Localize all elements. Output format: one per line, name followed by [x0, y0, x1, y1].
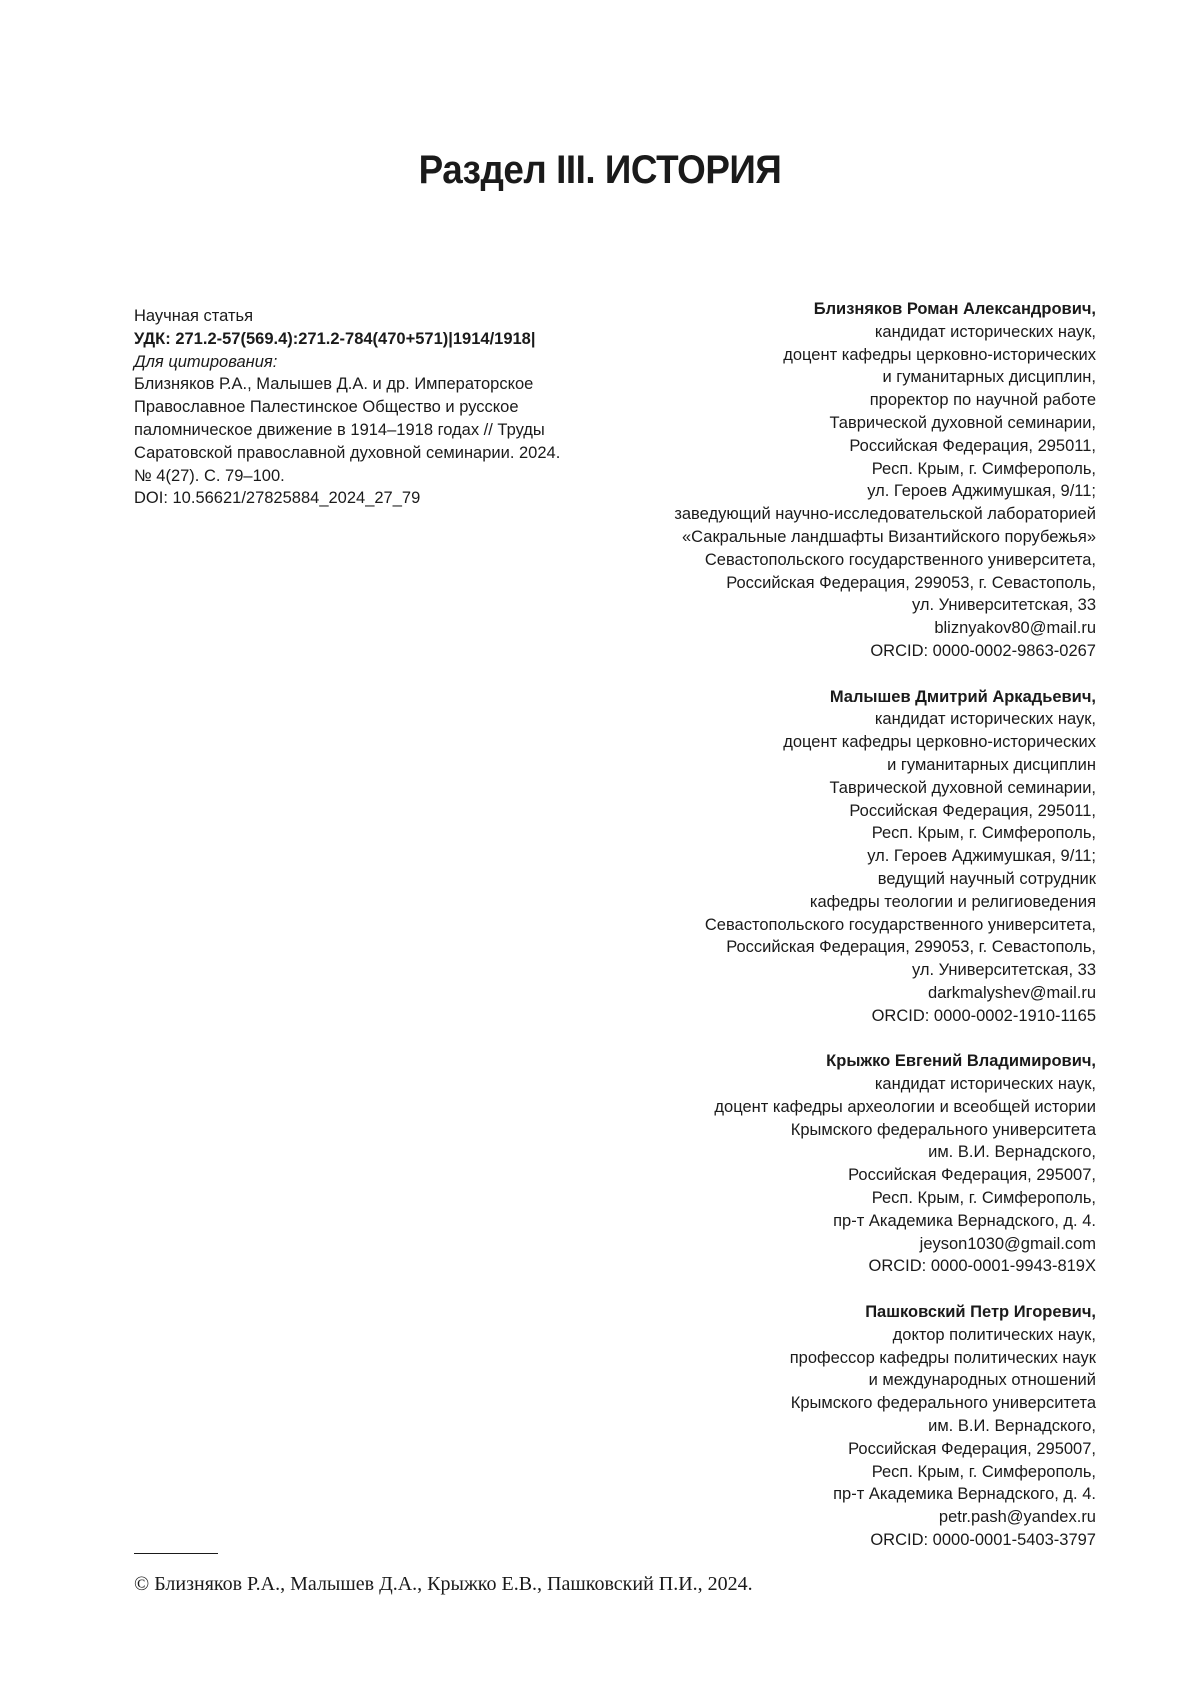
author-affiliation-line: доктор политических наук,	[892, 1325, 1096, 1344]
author-affiliation-line: Таврической духовной семинарии,	[829, 413, 1096, 432]
author-block	[536, 298, 1096, 663]
author-affiliation-line: проректор по научной работе	[869, 391, 1096, 410]
author-affiliation-line: ул. Университетская, 33	[912, 596, 1096, 615]
author-affiliation-line: Севастопольского государственного университета,	[704, 550, 1096, 569]
author-orcid[interactable]: ORCID: 0000-0001-5403-3797	[870, 1531, 1096, 1550]
author-affiliation-line: Крымского федерального университета	[790, 1120, 1096, 1139]
author-affiliation-line: Респ. Крым, г. Симферополь,	[871, 824, 1096, 843]
author-affiliation-line: кандидат исторических наук,	[874, 1075, 1096, 1094]
author-email[interactable]: darkmalyshev@mail.ru	[927, 983, 1096, 1002]
footnote-divider	[134, 1553, 218, 1554]
author-block	[536, 1050, 1096, 1278]
author-affiliation-line: кандидат исторических наук,	[874, 322, 1096, 341]
author-affiliation-line: ул. Университетская, 33	[912, 961, 1096, 980]
author-affiliation-line: Таврической духовной семинарии,	[829, 778, 1096, 797]
section-title: Раздел III. ИСТОРИЯ	[418, 148, 782, 192]
author-affiliation-line: Российская Федерация, 295007,	[848, 1166, 1096, 1185]
author-affiliation-line: им. В.И. Вернадского,	[928, 1417, 1096, 1436]
author-affiliation-line: доцент кафедры археологии и всеобщей истории	[714, 1097, 1096, 1116]
author-affiliation-line: кандидат исторических наук,	[874, 710, 1096, 729]
author-affiliation-line: им. В.И. Вернадского,	[928, 1143, 1096, 1162]
udk-code: УДК: 271.2-57(569.4):271.2-784(470+571)|1914/1918|	[134, 329, 536, 348]
author-email[interactable]: jeyson1030@gmail.com	[919, 1234, 1096, 1253]
author-affiliation-line: Российская Федерация, 299053, г. Севастополь,	[726, 938, 1096, 957]
author-affiliation-line: и гуманитарных дисциплин,	[882, 368, 1096, 387]
author-orcid[interactable]: ORCID: 0000-0002-9863-0267	[870, 641, 1096, 660]
author-orcid[interactable]: ORCID: 0000-0001-9943-819X	[868, 1257, 1096, 1276]
author-affiliation-line: пр-т Академика Вернадского, д. 4.	[833, 1485, 1096, 1504]
author-affiliation-line: доцент кафедры церковно-исторических	[783, 345, 1096, 364]
author-name: Близняков Роман Александрович,	[813, 300, 1096, 318]
copyright-notice: © Близняков Р.А., Малышев Д.А., Крыжко Е.В., Пашковский П.И., 2024.	[134, 1573, 753, 1595]
article-info	[134, 305, 604, 510]
author-affiliation-line: Респ. Крым, г. Симферополь,	[871, 459, 1096, 478]
author-affiliation-line: Респ. Крым, г. Симферополь,	[871, 1189, 1096, 1208]
author-affiliation-line: Российская Федерация, 295007,	[848, 1439, 1096, 1458]
author-affiliation-line: ул. Героев Аджимушкая, 9/11;	[867, 847, 1096, 866]
author-affiliation-line: и гуманитарных дисциплин	[887, 755, 1096, 774]
citation-line: паломническое движение в 1914–1918 годах // Труды	[134, 420, 545, 439]
article-type: Научная статья	[134, 307, 254, 325]
citation-label: Для цитирования:	[134, 352, 278, 371]
citation-line: Саратовской православной духовной семинарии. 2024.	[134, 443, 561, 462]
author-block	[536, 686, 1096, 1028]
author-affiliation-line: Российская Федерация, 299053, г. Севастополь,	[726, 573, 1096, 592]
author-affiliation-line: Респ. Крым, г. Симферополь,	[871, 1462, 1096, 1481]
author-affiliation-line: Севастопольского государственного университета,	[704, 915, 1096, 934]
author-affiliation-line: профессор кафедры политических наук	[789, 1348, 1096, 1367]
author-affiliation-line: заведующий научно-исследовательской лабораторией	[674, 505, 1096, 524]
author-affiliation-line: «Сакральные ландшафты Византийского порубежья»	[681, 527, 1096, 546]
author-name: Пашковский Петр Игоревич,	[865, 1303, 1096, 1322]
author-name: Крыжко Евгений Владимирович,	[826, 1052, 1096, 1071]
citation-line: № 4(27). С. 79–100.	[134, 466, 285, 485]
author-block	[536, 1301, 1096, 1552]
author-affiliation-line: доцент кафедры церковно-исторических	[783, 733, 1096, 752]
author-affiliation-line: Российская Федерация, 295011,	[849, 801, 1096, 820]
author-affiliation-line: Российская Федерация, 295011,	[849, 436, 1096, 455]
author-affiliation-line: ведущий научный сотрудник	[877, 869, 1096, 888]
doi-line[interactable]: DOI: 10.56621/27825884_2024_27_79	[134, 489, 421, 508]
author-affiliation-line: кафедры теологии и религиоведения	[809, 892, 1096, 911]
author-email[interactable]: petr.pash@yandex.ru	[938, 1508, 1096, 1527]
author-affiliation-line: и международных отношений	[868, 1371, 1096, 1390]
author-name: Малышев Дмитрий Аркадьевич,	[829, 687, 1096, 706]
citation-line: Близняков Р.А., Малышев Д.А. и др. Императорское	[134, 375, 534, 394]
author-email[interactable]: bliznyakov80@mail.ru	[934, 619, 1096, 638]
citation-line: Православное Палестинское Общество и русское	[134, 398, 519, 417]
author-affiliation-line: Крымского федерального университета	[790, 1394, 1096, 1413]
author-affiliation-line: ул. Героев Аджимушкая, 9/11;	[867, 482, 1096, 501]
authors-list	[536, 298, 1096, 1575]
author-affiliation-line: пр-т Академика Вернадского, д. 4.	[833, 1211, 1096, 1230]
author-orcid[interactable]: ORCID: 0000-0002-1910-1165	[871, 1006, 1096, 1025]
